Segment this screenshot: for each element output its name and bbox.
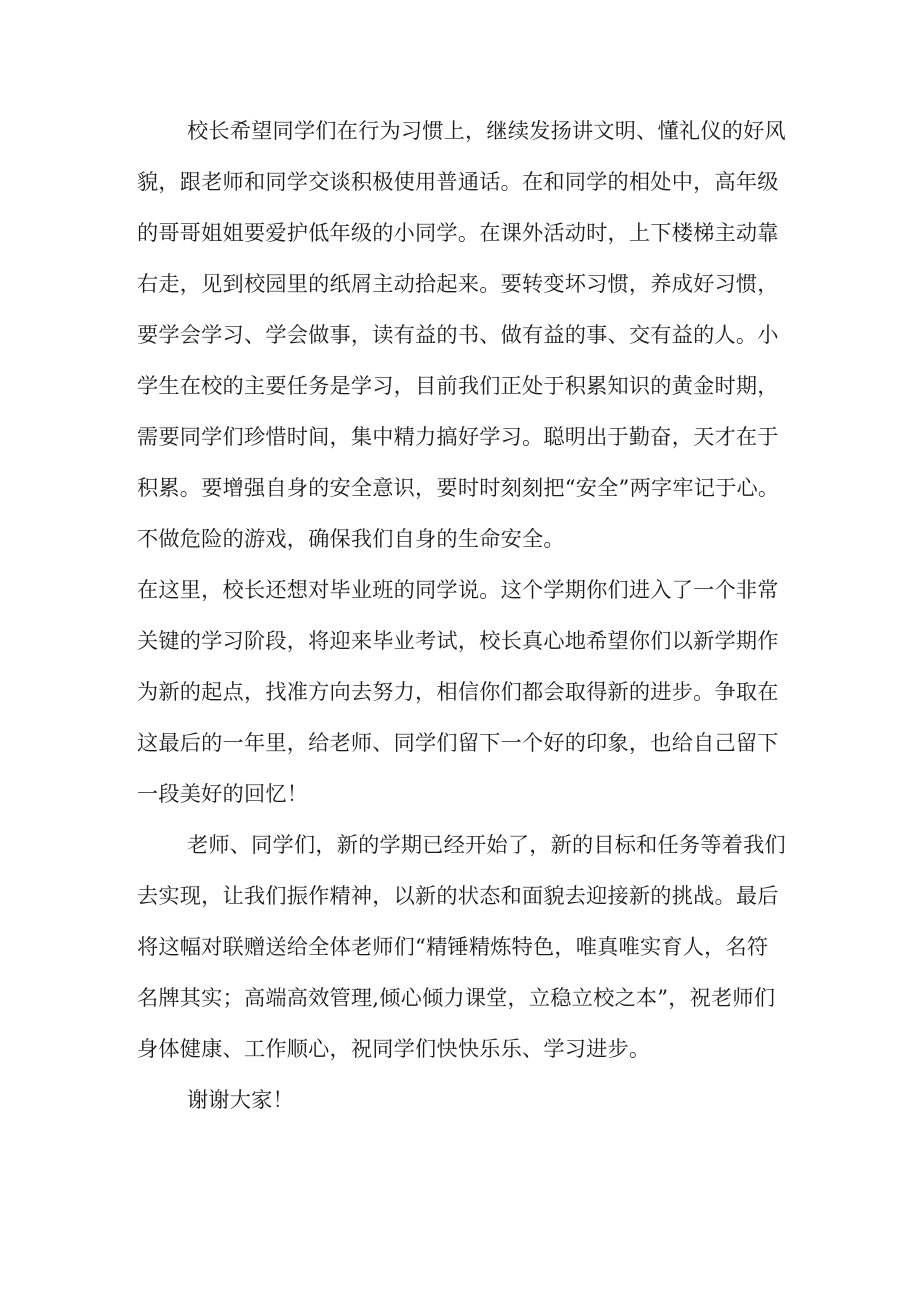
paragraph-thanks	[137, 1074, 797, 1125]
paragraph-new-semester	[137, 819, 797, 1074]
paragraph-school-habits	[137, 105, 797, 564]
paragraph-graduating-class	[137, 564, 797, 819]
text-line: 老师、同学们，新的学期已经开始了，新的目标和任务等着我们	[187, 832, 786, 857]
text-line: 这最后的一年里，给老师、同学们留下一个好的印象，也给自己留下	[137, 730, 779, 755]
text-line: 去实现，让我们振作精神，以新的状态和面貌去迎接新的挑战。最后	[137, 883, 779, 908]
text-line: 学生在校的主要任务是学习，目前我们正处于积累知识的黄金时期，	[137, 373, 779, 398]
text-line: 需要同学们珍惜时间，集中精力搞好学习。聪明出于勤奋，天才在于	[137, 424, 779, 449]
text-line: 关键的学习阶段，将迎来毕业考试，校长真心地希望你们以新学期作	[137, 628, 779, 653]
text-line: 身体健康、工作顺心，祝同学们快快乐乐、学习进步。	[137, 1036, 651, 1061]
text-line: 右走，见到校园里的纸屑主动拾起来。要转变坏习惯，养成好习惯，	[137, 271, 779, 296]
text-line: 要学会学习、学会做事，读有益的书、做有益的事、交有益的人。小	[137, 322, 779, 347]
text-line: 的哥哥姐姐要爱护低年级的小同学。在课外活动时，上下楼梯主动靠	[137, 220, 779, 245]
text-line: 一段美好的回忆！	[137, 781, 309, 806]
text-line: 将这幅对联赠送给全体老师们“精锤精炼特色，唯真唯实育人，名符	[137, 934, 769, 959]
text-line: 不做危险的游戏，确保我们自身的生命安全。	[137, 526, 565, 551]
text-line: 积累。要增强自身的安全意识，要时时刻刻把“安全”两字牢记于心。	[137, 475, 780, 500]
text-line: 为新的起点，找准方向去努力，相信你们都会取得新的进步。争取在	[137, 679, 779, 704]
text-line: 谢谢大家！	[187, 1087, 294, 1112]
text-line: 校长希望同学们在行为习惯上，继续发扬讲文明、懂礼仪的好风	[187, 118, 786, 143]
text-line: 在这里，校长还想对毕业班的同学说。这个学期你们进入了一个非常	[137, 577, 779, 602]
document-body	[137, 105, 797, 1125]
text-line: 名牌其实；高端高效管理,倾心倾力课堂，立稳立校之本”，祝老师们	[137, 985, 776, 1010]
text-line: 貌，跟老师和同学交谈积极使用普通话。在和同学的相处中，高年级	[137, 169, 779, 194]
